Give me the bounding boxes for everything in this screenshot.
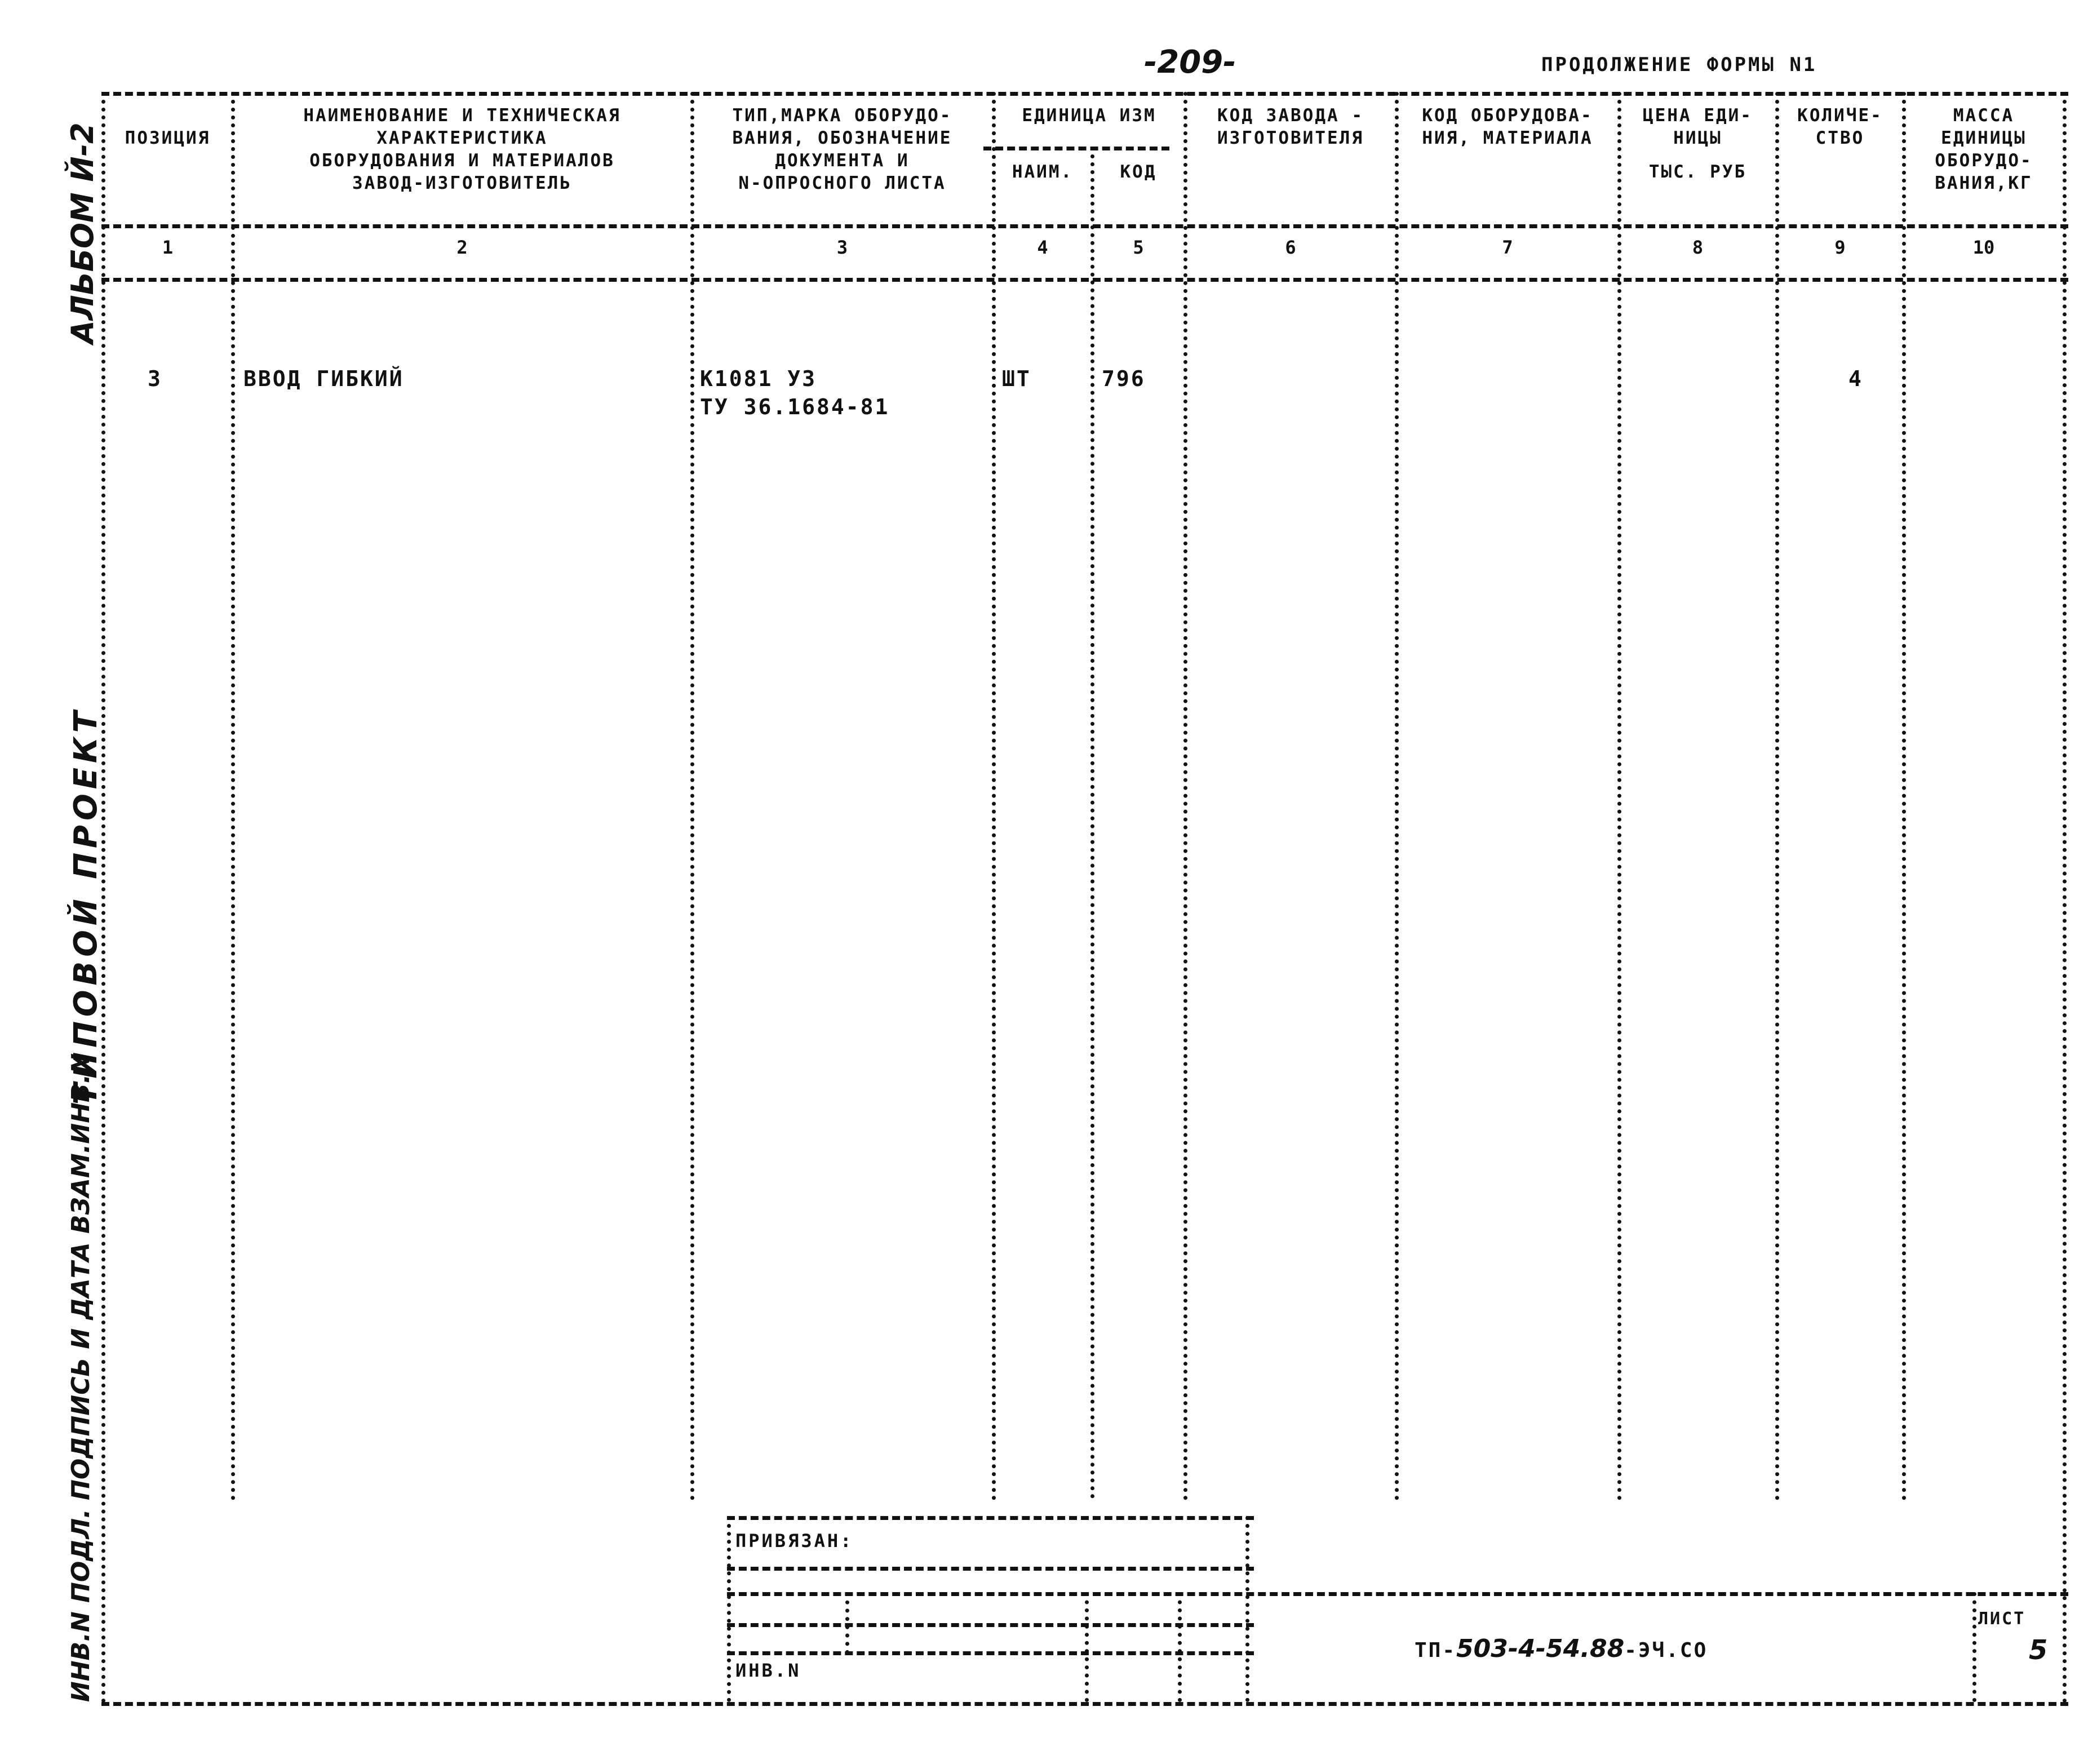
col-sep: [2063, 92, 2067, 1704]
col-number: 5: [1133, 237, 1144, 258]
stamp-sep: [845, 1592, 849, 1654]
doc-code-suffix: -ЭЧ.СО: [1624, 1639, 1708, 1662]
stamp-inv-label: ИНВ.N: [735, 1660, 801, 1681]
header-unit-name: НАИМ.: [1012, 162, 1074, 182]
col-number: 4: [1037, 237, 1048, 258]
header-mass-1: МАССА: [1953, 105, 2015, 126]
header-bottom-rule: [101, 224, 2068, 228]
unit-sub-rule: [983, 147, 1169, 150]
stamp-sep: [727, 1516, 731, 1702]
stamp-rule: [727, 1623, 1254, 1627]
cell-type-1: К1081 У3: [700, 366, 817, 391]
doc-code-number: 503-4-54.88: [1456, 1634, 1625, 1663]
col-sep: [231, 92, 235, 1501]
header-unit: ЕДИНИЦА ИЗМ: [1022, 105, 1156, 126]
col-sep: [992, 92, 996, 1501]
stamp-rule-long: [727, 1592, 2068, 1596]
stamp-sep: [1178, 1592, 1182, 1702]
sheet-label: ЛИСТ: [1978, 1609, 2026, 1629]
col-number: 9: [1834, 237, 1846, 258]
doc-code-prefix: ТП-: [1415, 1639, 1457, 1662]
header-name-2: ХАРАКТЕРИСТИКА: [376, 128, 548, 148]
stamp-bound-label: ПРИВЯЗАН:: [735, 1530, 854, 1552]
stamp-rule: [727, 1651, 1254, 1655]
stamp-sep: [1245, 1516, 1249, 1702]
header-name-1: НАИМЕНОВАНИЕ И ТЕХНИЧЕСКАЯ: [303, 105, 621, 126]
header-type-4: N-ОПРОСНОГО ЛИСТА: [738, 173, 946, 193]
header-mass-2: ЕДИНИЦЫ: [1941, 128, 2027, 148]
header-name-3: ОБОРУДОВАНИЯ И МАТЕРИАЛОВ: [309, 150, 615, 171]
header-mass-3: ОБОРУДО-: [1935, 150, 2033, 171]
col-number: 3: [836, 237, 848, 258]
header-factory-code-2: ИЗГОТОВИТЕЛЯ: [1217, 128, 1364, 148]
col-sep: [1090, 147, 1094, 1499]
page-number: -209-: [1144, 44, 1236, 81]
header-name-4: ЗАВОД-ИЗГОТОВИТЕЛЬ: [352, 173, 572, 193]
header-unit-code: КОД: [1120, 162, 1157, 182]
col-number: 1: [162, 237, 174, 258]
col-sep: [1617, 92, 1621, 1501]
cell-position: 3: [148, 366, 162, 391]
header-price-2: НИЦЫ: [1673, 128, 1722, 148]
cell-name: ВВОД ГИБКИЙ: [243, 366, 404, 391]
stamp-top-rule: [727, 1516, 1254, 1520]
col-number: 10: [1972, 237, 1995, 258]
header-mass-4: ВАНИЯ,КГ: [1935, 173, 2033, 193]
stamp-sep: [1972, 1592, 1976, 1702]
col-number: 6: [1285, 237, 1296, 258]
header-equip-code-2: НИЯ, МАТЕРИАЛА: [1422, 128, 1593, 148]
sheet-number: 5: [2029, 1634, 2048, 1666]
header-quantity-2: СТВО: [1815, 128, 1865, 148]
project-label: ТИПОВОЙ ПРОЕКТ: [68, 707, 104, 1105]
continuation-label: ПРОДОЛЖЕНИЕ ФОРМЫ N1: [1541, 54, 1817, 76]
document-code: [1415, 1634, 1708, 1663]
cell-unit-name: ШТ: [1002, 366, 1031, 391]
col-number: 7: [1502, 237, 1513, 258]
cell-type-2: ТУ 36.1684-81: [700, 395, 890, 419]
stamp-rule: [727, 1567, 1254, 1571]
col-sep: [101, 92, 105, 1704]
album-label: АЛЬБОМ Й-2: [65, 122, 100, 344]
header-price-3: ТЫС. РУБ: [1648, 162, 1747, 182]
header-type-2: ВАНИЯ, ОБОЗНАЧЕНИЕ: [732, 128, 952, 148]
col-sep: [690, 92, 694, 1501]
header-price-1: ЦЕНА ЕДИ-: [1643, 105, 1753, 126]
table-top-rule: [101, 92, 2068, 96]
col-number: 2: [456, 237, 468, 258]
header-quantity-1: КОЛИЧЕ-: [1797, 105, 1883, 126]
cell-unit-code: 796: [1102, 366, 1146, 391]
stamp-sep: [1085, 1592, 1089, 1702]
header-factory-code-1: КОД ЗАВОДА -: [1217, 105, 1364, 126]
col-sep: [1183, 92, 1187, 1501]
table-bottom-rule: [101, 1702, 2068, 1706]
header-equip-code-1: КОД ОБОРУДОВА-: [1422, 105, 1593, 126]
cell-quantity: 4: [1848, 366, 1863, 391]
header-type-3: ДОКУМЕНТА И: [775, 150, 910, 171]
stamp-side-label: ИНВ.N ПОДЛ. ПОДПИСЬ И ДАТА ВЗАМ.ИНВ.N: [66, 1053, 95, 1702]
col-sep: [1395, 92, 1399, 1501]
col-sep: [1902, 92, 1906, 1501]
col-number: 8: [1692, 237, 1704, 258]
header-type-1: ТИП,МАРКА ОБОРУДО-: [732, 105, 952, 126]
colnum-bottom-rule: [101, 278, 2068, 282]
col-sep: [1775, 92, 1779, 1501]
header-position: ПОЗИЦИЯ: [125, 128, 211, 148]
